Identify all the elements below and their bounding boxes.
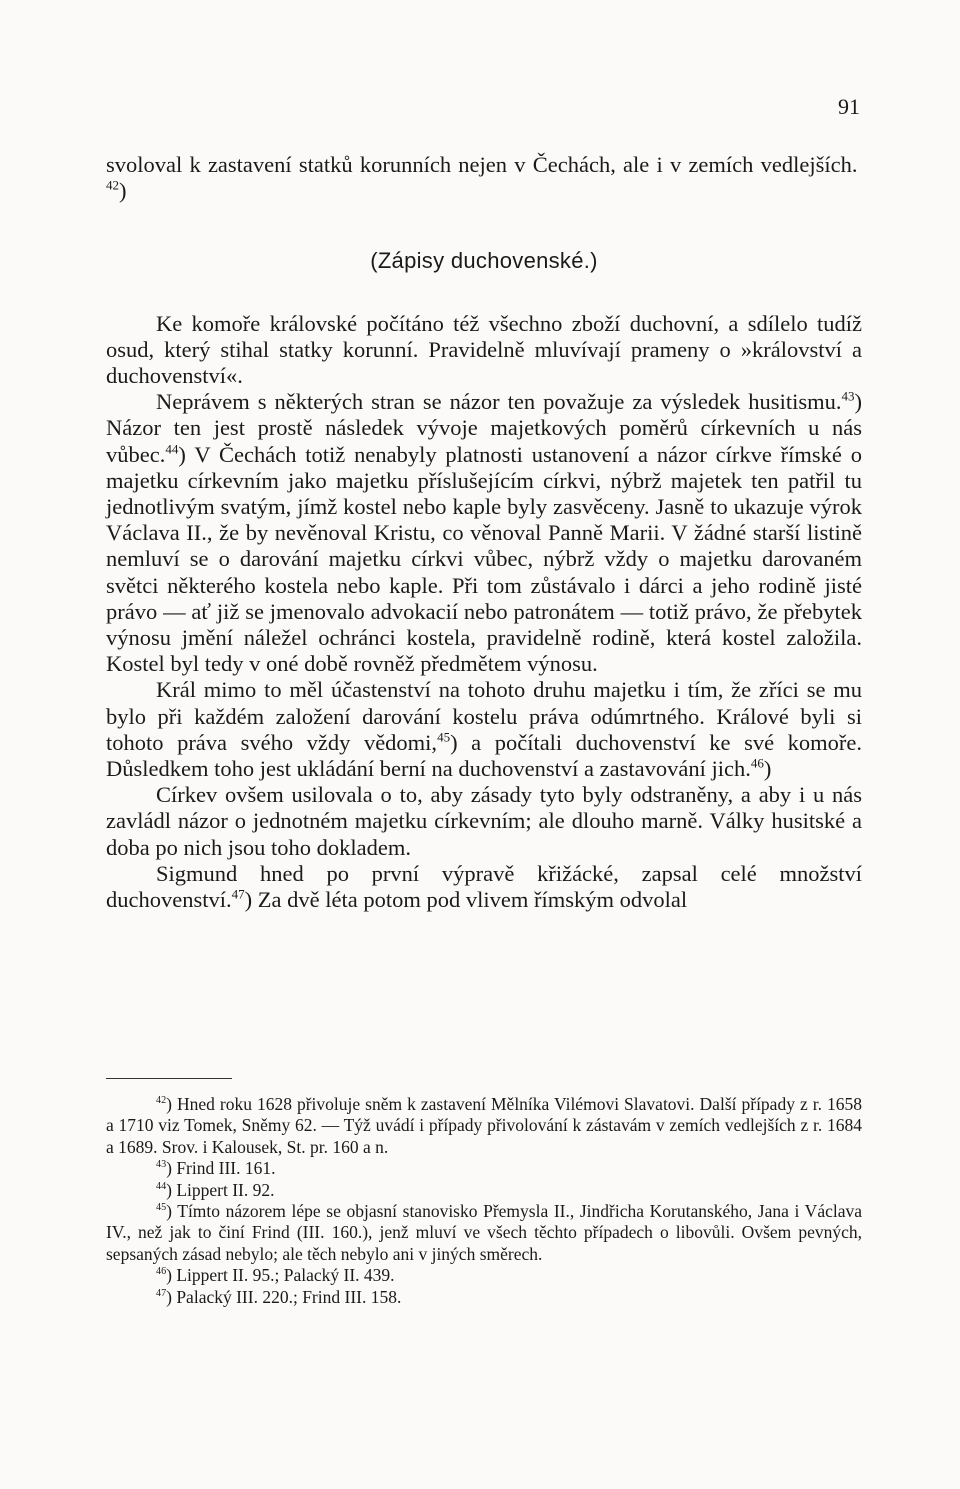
paragraph-text: Církev ovšem usilovala o to, aby zásady tyto byly odstraněny, a aby i u nás zavládl názor o jednotném majetku církevním; ale dlouho marně. Války husitské a doba po nich jsou toho dokladem.	[106, 782, 862, 860]
paragraph-text: svoloval k zastavení statků korunních nejen v Čechách, ale i v zemích vedlejších.	[106, 152, 858, 177]
paragraph-text: Sigmund hned po první výpravě křižácké, zapsal celé množství duchovenství.	[106, 860, 862, 913]
paragraph-text: Neprávem s některých stran se názor ten považuje za výsledek husitismu.	[156, 389, 842, 415]
footnote-text: ) Lippert II. 92.	[166, 1179, 275, 1200]
footnotes	[106, 1094, 862, 1308]
footnote-divider	[106, 1078, 232, 1079]
footnote-text: ) Palacký III. 220.; Frind III. 158.	[166, 1286, 402, 1307]
footnote	[106, 1265, 862, 1286]
footnote-number: 45	[156, 1202, 167, 1214]
footnote	[106, 1158, 862, 1179]
footnote	[106, 1094, 862, 1158]
paragraph-opening	[106, 152, 862, 204]
footnote	[106, 1287, 862, 1308]
footnote	[106, 1201, 862, 1265]
footnote-text: ) Hned roku 1628 přivoluje sněm k zastavení Mělníka Vilémovi Slavatovi. Další případy z r. 1658 a 1710 viz Tomek, Sněmy 62. — Týž uvádí i případy přivolování k zástavám v zemích vedlejších z r. 1684 a 1689. Srov. i Kalousek, St. pr. 160 a n.	[106, 1094, 862, 1157]
footnote-number: 47	[156, 1287, 167, 1299]
footnote-text: ) Lippert II. 95.; Palacký II. 439.	[166, 1265, 395, 1286]
footnote-number: 42	[156, 1095, 167, 1107]
paragraph-text: )	[119, 178, 127, 204]
footnote-ref: 43	[841, 388, 855, 404]
section-heading: (Zápisy duchovenské.)	[370, 248, 598, 274]
footnote-number: 46	[156, 1266, 167, 1278]
paragraph-text: Král mimo to měl účastenství na tohoto druhu majetku i tím, že zříci se mu bylo při každém založení darování kostelu práva odúmrtného. Králové byli si tohoto práva svého vždy vědomi,	[106, 677, 862, 755]
footnote-text: ) Frind III. 161.	[166, 1158, 276, 1179]
paragraph-text: ) V Čechách totiž nenabyly platnosti ustanovení a názor církve římské o majetku církevním jako majetku příslušejícím církvi, nýbrž majetek ten patřil tu jednotlivým svatým, jímž kostel nebo kaple byly zasvěceny. Jasně to ukazuje výrok Václava II., že by nevěnoval Kristu, co věnoval Panně Marii. V žádné starší listině nemluví se o darování majetku církvi vůbec, nýbrž vždy o majetku darovaném světci některého kostela nebo kaple. Při tom zůstávalo i dárci a jeho rodině jisté právo — ať již se jmenovalo advokacií nebo patronátem — totiž právo, že přebytek výnosu jmění náležel ochránci kostela, pravidelně rodině, která kostel založila. Kostel byl tedy v oné době rovněž předmětem výnosu.	[106, 441, 862, 677]
paragraph	[106, 677, 862, 782]
paragraph	[106, 311, 862, 390]
paragraph-text: ) Za dvě léta potom pod vlivem římským odvolal	[244, 887, 688, 913]
paragraph	[106, 861, 862, 913]
page-number: 91	[838, 94, 860, 119]
footnote-ref: 45	[437, 729, 451, 745]
main-text	[106, 152, 862, 913]
footnote-ref: 42	[106, 177, 120, 193]
paragraph	[106, 389, 862, 677]
footnote-number: 43	[156, 1159, 167, 1171]
paragraph-text: ) Názor ten jest prostě následek vývoje majetkových poměrů církevních u nás vůbec.	[106, 389, 862, 467]
footnote-ref: 44	[165, 441, 179, 457]
paragraph-text: ) a počítali duchovenství ke své komoře. Důsledkem toho jest ukládání berní na duchovenství a zastavování jich.	[106, 729, 862, 782]
footnote-ref: 46	[750, 755, 764, 771]
paragraph-text: )	[763, 756, 772, 782]
footnote-ref: 47	[231, 886, 245, 902]
paragraph-text: Ke komoře královské počítáno též všechno zboží duchovní, a sdílelo tudíž osud, který stihal statky korunní. Pravidelně mluvívají prameny o »království a duchovenství«.	[106, 310, 862, 389]
paragraph	[106, 782, 862, 861]
footnote-number: 44	[156, 1180, 167, 1192]
footnote	[106, 1180, 862, 1201]
footnote-text: ) Tímto názorem lépe se objasní stanovisko Přemysla II., Jindřicha Korutanského, Jana i Václava IV., než jak to činí Frind (III. 160.), jenž mluví ve všech těchto případech o libovůli. Ovšem pevných, sepsaných zásad nebylo; ale těch nebylo ani v jiných směrech.	[106, 1201, 862, 1264]
